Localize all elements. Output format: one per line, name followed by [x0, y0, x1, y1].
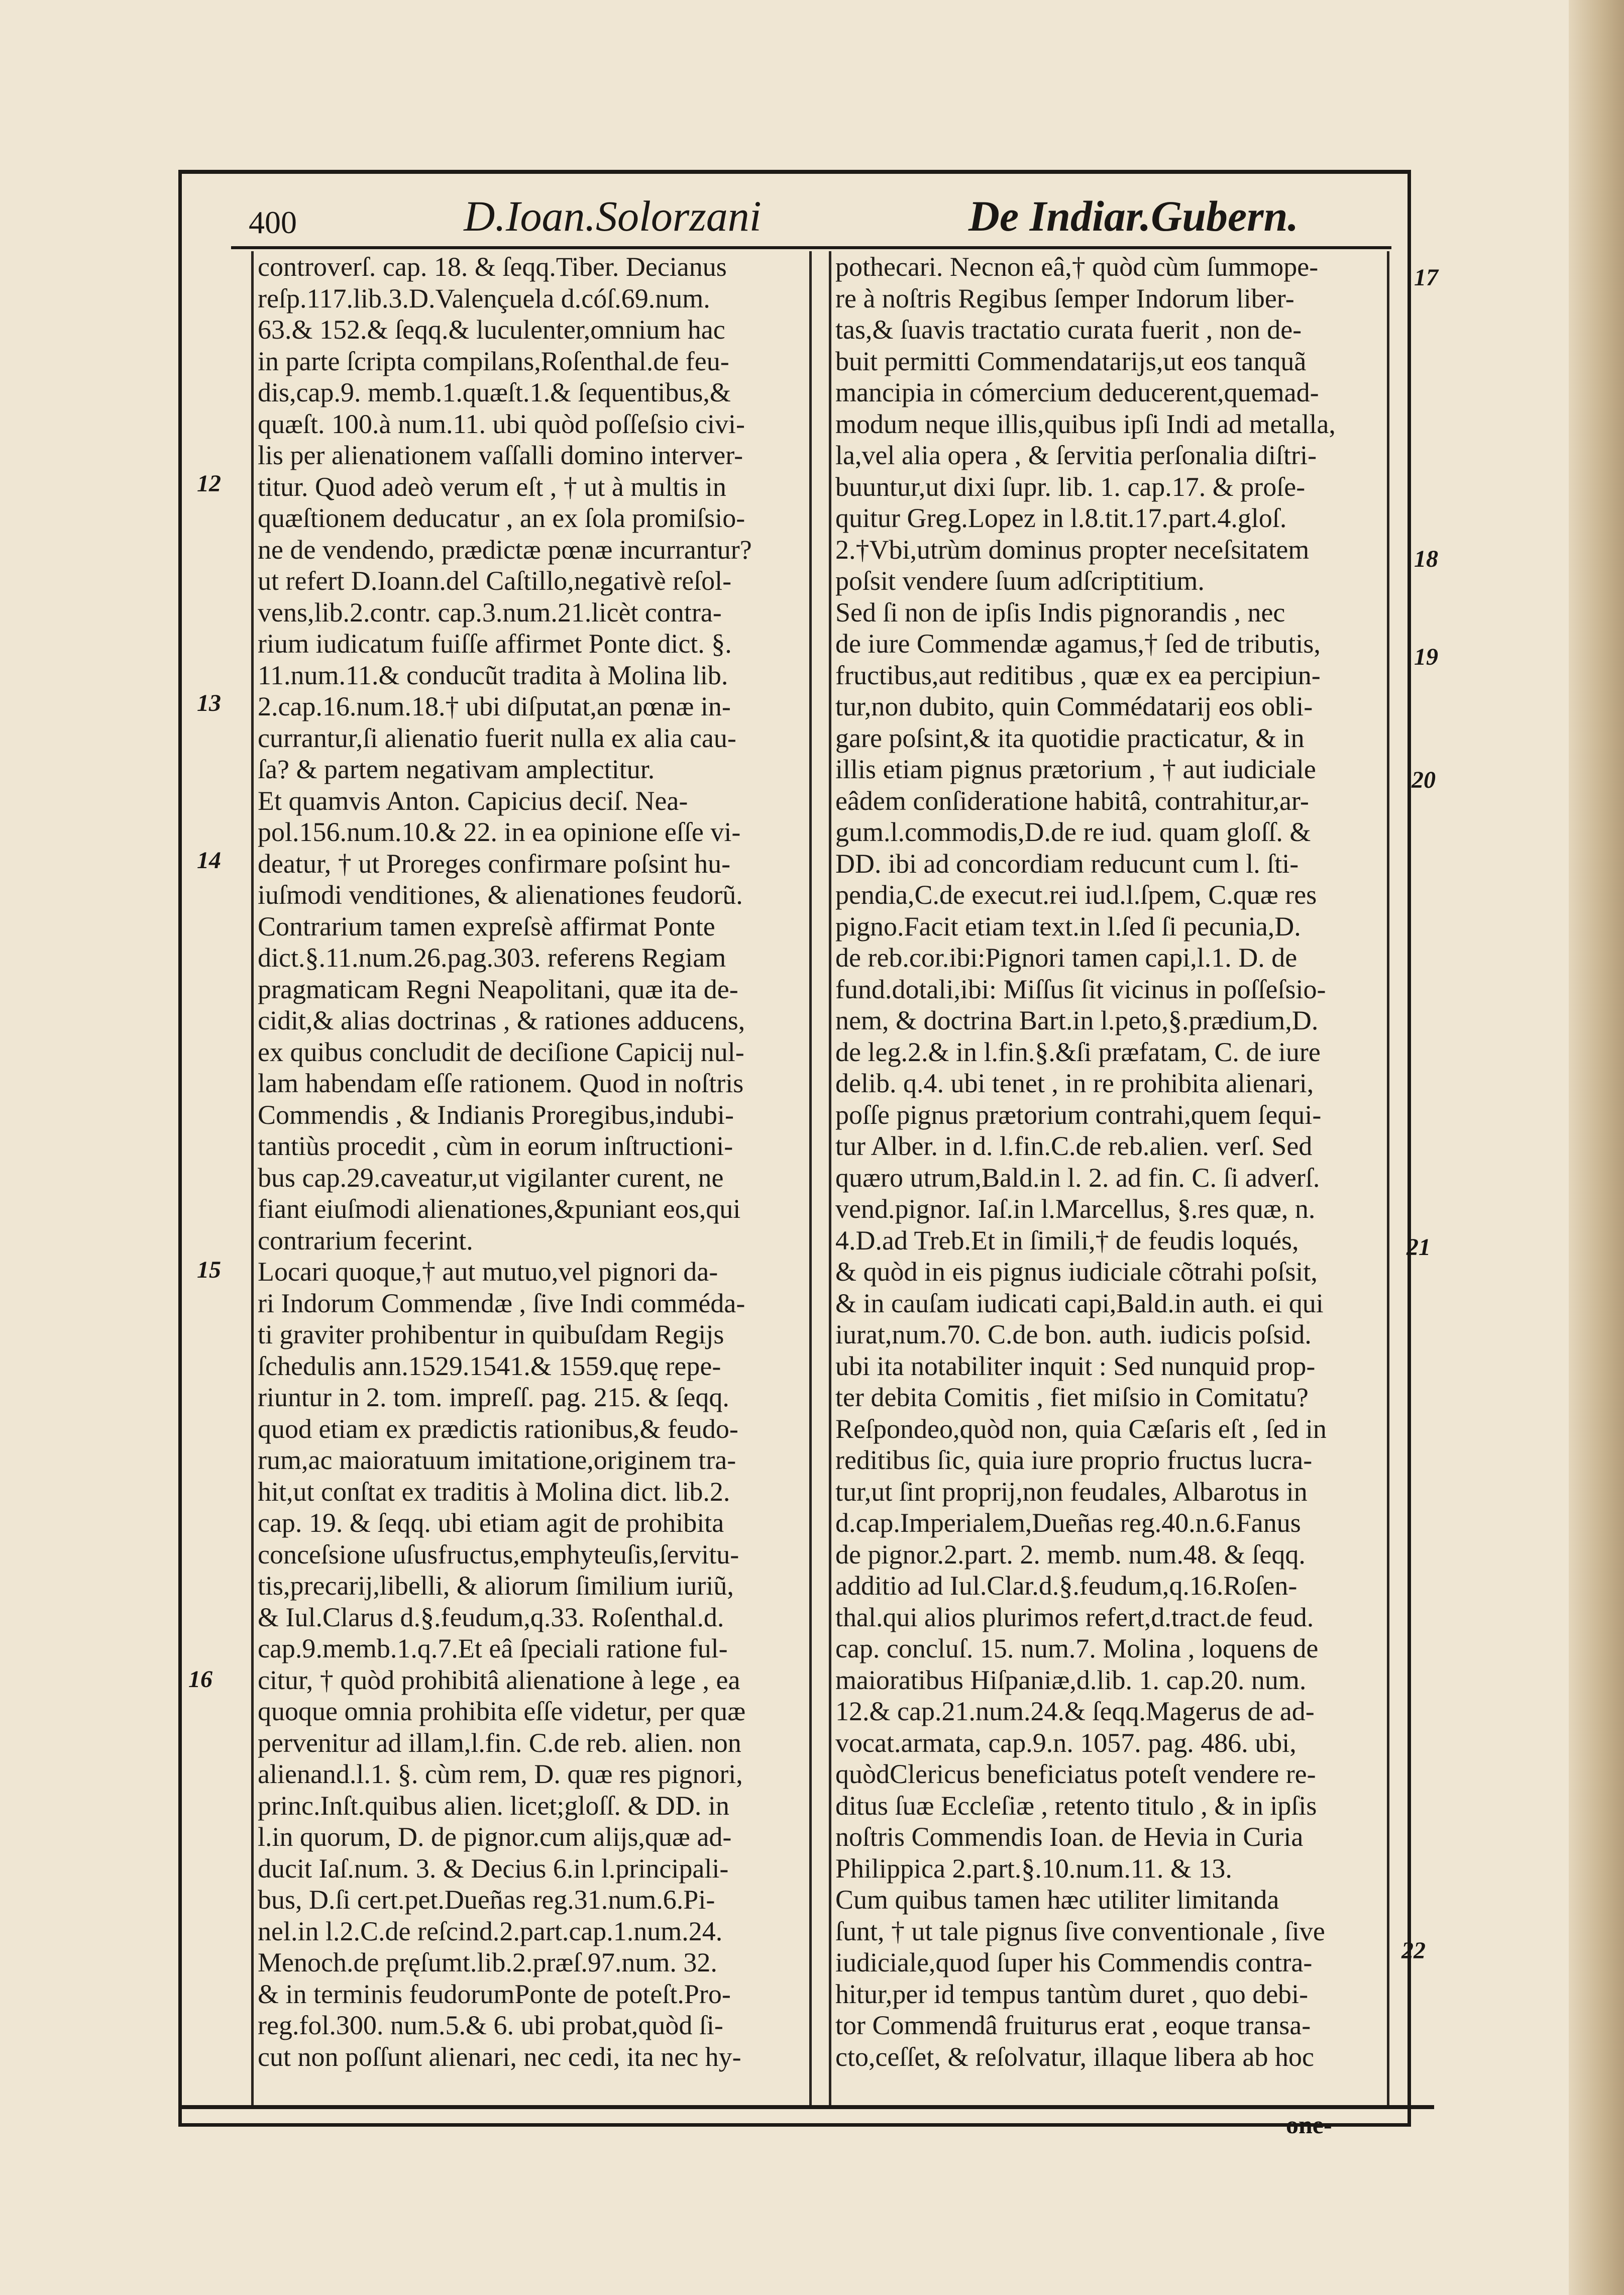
text-line: tis,precarij,libelli, & aliorum ſimilium iuriũ, [258, 1571, 734, 1601]
text-line: nem, & doctrina Bart.in l.peto,§.prædium,D. [835, 1005, 1319, 1035]
text-line: 63.& 152.& ſeqq.& luculenter,omnium hac [258, 315, 725, 345]
header-rule [231, 246, 1391, 249]
text-line: iudiciale,quod ſuper his Commendis contra- [835, 1947, 1313, 1977]
running-header [249, 186, 1298, 241]
text-line: tor Commendâ fruiturus erat , eoque transa- [835, 2010, 1311, 2040]
text-line: vend.pignor. Iaſ.in l.Marcellus, §.res quæ, n. [835, 1194, 1316, 1224]
text-line: nel.in l.2.C.de reſcind.2.part.cap.1.num.24. [258, 1916, 723, 1946]
text-line: ducit Iaſ.num. 3. & Decius 6.in l.principali- [258, 1853, 729, 1884]
text-line: tas,& ſuavis tractatio curata fuerit , non de- [835, 315, 1302, 345]
text-line: pervenitur ad illam,l.fin. C.de reb. alien. non [258, 1727, 741, 1758]
text-line: gare poſsint,& ita quotidie practicatur, & in [835, 722, 1305, 753]
text-line: alienand.l.1. §. cùm rem, D. quæ res pignori, [258, 1759, 743, 1789]
text-line: quæſt. 100.à num.11. ubi quòd poſſeſsio civi- [258, 408, 745, 439]
text-line: bus, D.ſi cert.pet.Dueñas reg.31.num.6.Pi- [258, 1885, 715, 1915]
text-line: de iure Commendæ agamus,† ſed de tributis, [835, 629, 1321, 659]
text-line: cto,ceſſet, & reſolvatur, illaque libera ab hoc [835, 2041, 1314, 2072]
text-line: quod etiam ex prædictis rationibus,& feudo- [258, 1413, 738, 1444]
text-line: maioratibus Hiſpaniæ,d.lib. 1. cap.20. num. [835, 1664, 1307, 1695]
margin-number: 20 [1412, 767, 1436, 793]
text-line: & in cauſam iudicati capi,Bald.in auth. ei qui [835, 1288, 1324, 1318]
text-line: ter debita Comitis , fiet miſsio in Comitatu? [835, 1382, 1309, 1412]
text-line: vens,lib.2.contr. cap.3.num.21.licèt contra- [258, 597, 722, 628]
bottom-rule [178, 2105, 1434, 2109]
text-line: titur. Quod adeò verum eſt , † ut à multis in [258, 471, 726, 502]
text-line: & in terminis feudorumPonte de poteſt.Pro- [258, 1978, 731, 2009]
text-line: Philippica 2.part.§.10.num.11. & 13. [835, 1853, 1232, 1884]
text-line: ne de vendendo, prædictæ pœnæ incurrantur? [258, 534, 752, 565]
text-line: tur,non dubito, quin Commédatarij eos obli- [835, 691, 1313, 721]
text-line: thal.qui alios plurimos refert,d.tract.de feud. [835, 1602, 1314, 1632]
text-line: ſchedulis ann.1529.1541.& 1559.quę repe- [258, 1350, 721, 1381]
text-line: hitur,per id tempus tantùm duret , quo debi- [835, 1978, 1309, 2009]
text-line: Et quamvis Anton. Capicius deciſ. Nea- [258, 785, 688, 816]
margin-number: 22 [1401, 1937, 1426, 1964]
text-line: poſſe pignus prætorium contrahi,quem ſequi- [835, 1099, 1322, 1130]
right-column [829, 251, 1389, 2105]
text-line: fund.dotali,ibi: Miſſus ſit vicinus in poſſeſsio- [835, 974, 1326, 1004]
text-line: controverſ. cap. 18. & ſeqq.Tiber. Decianus [258, 252, 727, 282]
text-line: rium iudicatum fuiſſe affirmet Ponte dict. §. [258, 629, 732, 659]
text-line: citur, † quòd prohibitâ alienatione à lege , ea [258, 1664, 740, 1695]
text-line: dis,cap.9. memb.1.quæſt.1.& ſequentibus,& [258, 377, 731, 407]
margin-number: 13 [197, 690, 221, 716]
margin-number: 19 [1414, 644, 1438, 670]
text-line: Contrarium tamen expreſsè affirmat Ponte [258, 911, 715, 942]
page-number: 400 [249, 204, 297, 240]
left-column [251, 251, 812, 2105]
text-line: noſtris Commendis Ioan. de Hevia in Curia [835, 1822, 1304, 1852]
text-line: ti graviter prohibentur in quibuſdam Regijs [258, 1319, 724, 1349]
text-line: de pignor.2.part. 2. memb. num.48. & ſeqq. [835, 1539, 1306, 1570]
text-line: rum,ac maioratuum imitatione,originem tra- [258, 1445, 736, 1475]
page-edge [1569, 0, 1624, 2295]
text-line: re à noſtris Regibus ſemper Indorum liber- [835, 283, 1294, 314]
text-line: fiant eiuſmodi alienationes,&puniant eos,qui [258, 1194, 741, 1224]
text-line: poſsit vendere ſuum adſcriptitium. [835, 566, 1205, 596]
text-line: pendia,C.de execut.rei iud.l.ſpem, C.quæ res [835, 880, 1317, 910]
text-line: lam habendam eſſe rationem. Quod in noſtris [258, 1068, 744, 1098]
text-line: Reſpondeo,quòd non, quia Cæſaris eſt , ſed in [835, 1413, 1327, 1444]
text-line: gum.l.commodis,D.de re iud. quam gloſſ. & [835, 817, 1311, 847]
text-line: ditus ſuæ Eccleſiæ , retento titulo , & in ipſis [835, 1790, 1317, 1821]
text-line: pol.156.num.10.& 22. in ea opinione eſſe vi- [258, 817, 741, 847]
text-line: de leg.2.& in l.fin.§.&ſi præfatam, C. de iure [835, 1036, 1321, 1067]
text-line: la,vel alia opera , & ſervitia perſonalia diſtri- [835, 440, 1317, 470]
text-line: d.cap.Imperialem,Dueñas reg.40.n.6.Fanus [835, 1508, 1301, 1538]
text-line: cap. 19. & ſeqq. ubi etiam agit de prohibita [258, 1508, 724, 1538]
text-line: tantiùs procedit , cùm in eorum inſtructioni- [258, 1131, 733, 1161]
text-line: in parte ſcripta compilans,Roſenthal.de feu- [258, 346, 729, 376]
text-line: ex quibus concludit de deciſione Capicij nul- [258, 1036, 744, 1067]
text-line: iuſmodi venditiones, & alienationes feudorũ. [258, 880, 743, 910]
margin-number: 14 [197, 847, 221, 874]
margin-number: 18 [1414, 546, 1438, 572]
text-line: buuntur,ut dixi ſupr. lib. 1. cap.17. & proſe- [835, 471, 1306, 502]
margin-number: 17 [1414, 264, 1438, 291]
text-line: cut non poſſunt alienari, nec cedi, ita nec hy- [258, 2041, 741, 2072]
text-line: quæſtionem deducatur , an ex ſola promiſsio- [258, 503, 745, 533]
running-title: De Indiar.Gubern. [968, 192, 1298, 240]
text-line: cap.9.memb.1.q.7.Et eâ ſpeciali ratione ful- [258, 1633, 728, 1663]
catchword: one- [1286, 2111, 1332, 2139]
margin-number: 12 [197, 470, 221, 497]
text-line: pigno.Facit etiam text.in l.ſed ſi pecunia,D. [835, 911, 1301, 942]
text-line: reditibus ſic, quia iure proprio fructus lucra- [835, 1445, 1313, 1475]
text-line: reg.fol.300. num.5.& 6. ubi probat,quòd ſi- [258, 2010, 723, 2040]
text-line: dict.§.11.num.26.pag.303. referens Regiam [258, 943, 726, 973]
text-line: Cum quibus tamen hæc utiliter limitanda [835, 1885, 1279, 1915]
text-line: iurat,num.70. C.de bon. auth. iudicis poſsid. [835, 1319, 1312, 1349]
text-line: additio ad Iul.Clar.d.§.feudum,q.16.Roſen- [835, 1571, 1297, 1601]
text-line: lis per alienationem vaſſalli domino interver- [258, 440, 743, 470]
text-line: ſunt, † ut tale pignus ſive conventionale , ſive [835, 1916, 1325, 1946]
text-line: ri Indorum Commendæ , ſive Indi comméda- [258, 1288, 745, 1318]
text-line: tur Alber. in d. l.fin.C.de reb.alien. verſ. Sed [835, 1131, 1313, 1161]
text-line: princ.Inſt.quibus alien. licet;gloſſ. & DD. in [258, 1790, 729, 1821]
text-line: de reb.cor.ibi:Pignori tamen capi,l.1. D. de [835, 943, 1297, 973]
text-line: illis etiam pignus prætorium , † aut iudiciale [835, 754, 1316, 784]
text-line: cidit,& alias doctrinas , & rationes adducens, [258, 1005, 745, 1035]
text-line: Menoch.de pręſumt.lib.2.præſ.97.num. 32. [258, 1947, 717, 1977]
text-line: 4.D.ad Treb.Et in ſimili,† de feudis loqués, [835, 1225, 1299, 1256]
text-line: contrarium fecerint. [258, 1225, 473, 1256]
text-line: 2.†Vbi,utrùm dominus propter neceſsitatem [835, 534, 1310, 565]
text-line: buit permitti Commendatarijs,ut eos tanquã [835, 346, 1307, 376]
text-line: fructibus,aut reditibus , quæ ex ea percipiun- [835, 660, 1321, 690]
text-line: pragmaticam Regni Neapolitani, quæ ita de- [258, 974, 738, 1004]
text-line: Commendis , & Indianis Proregibus,indubi- [258, 1099, 734, 1130]
text-line: quòdClericus beneficiatus poteſt vendere re- [835, 1759, 1316, 1789]
margin-number: 15 [197, 1257, 221, 1283]
text-line: 2.cap.16.num.18.† ubi diſputat,an pœnæ in- [258, 691, 731, 721]
text-line: quæro utrum,Bald.in l. 2. ad fin. C. ſi adverſ. [835, 1162, 1320, 1193]
text-line: cap. concluſ. 15. num.7. Molina , loquens de [835, 1633, 1319, 1663]
margin-number: 21 [1406, 1234, 1431, 1261]
text-line: delib. q.4. ubi tenet , in re prohibita alienari, [835, 1068, 1314, 1098]
text-line: hit,ut conſtat ex traditis à Molina dict. lib.2. [258, 1476, 730, 1507]
text-line: Locari quoque,† aut mutuo,vel pignori da- [258, 1257, 718, 1287]
text-line: vocat.armata, cap.9.n. 1057. pag. 486. ubi, [835, 1727, 1296, 1758]
text-line: eâdem conſideratione habitâ, contrahitur,ar- [835, 785, 1309, 816]
author-heading: D.Ioan.Solorzani [464, 192, 762, 240]
text-line: mancipia in cómercium deducerent,quemad- [835, 377, 1319, 407]
text-line: quoque omnia prohibita eſſe videtur, per quæ [258, 1696, 746, 1726]
text-line: ubi ita notabiliter inquit : Sed nunquid prop- [835, 1350, 1316, 1381]
text-line: pothecari. Necnon eâ,† quòd cùm ſummope- [835, 252, 1319, 282]
text-line: conceſsione uſusfructus,emphyteuſis,ſervitu- [258, 1539, 739, 1570]
text-line: ſa? & partem negativam amplectitur. [258, 754, 655, 784]
text-line: & Iul.Clarus d.§.feudum,q.33. Roſenthal.d. [258, 1602, 724, 1632]
text-line: quitur Greg.Lopez in l.8.tit.17.part.4.gloſ. [835, 503, 1287, 533]
margin-number: 16 [188, 1666, 212, 1693]
text-line: modum neque illis,quibus ipſi Indi ad metalla, [835, 408, 1336, 439]
text-line: riuntur in 2. tom. impreſſ. pag. 215. & ſeqq. [258, 1382, 729, 1412]
text-line: ut refert D.Ioann.del Caſtillo,negativè reſol- [258, 566, 732, 596]
text-line: Sed ſi non de ipſis Indis pignorandis , nec [835, 597, 1285, 628]
text-line: & quòd in eis pignus iudiciale cõtrahi poſsit, [835, 1257, 1318, 1287]
text-line: 12.& cap.21.num.24.& ſeqq.Magerus de ad- [835, 1696, 1315, 1726]
text-line: bus cap.29.caveatur,ut vigilanter curent, ne [258, 1162, 724, 1193]
text-line: tur,ut ſint proprij,non feudales, Albarotus in [835, 1476, 1308, 1507]
text-line: reſp.117.lib.3.D.Valençuela d.cóſ.69.num. [258, 283, 710, 314]
text-line: l.in quorum, D. de pignor.cum alijs,quæ ad- [258, 1822, 732, 1852]
text-line: deatur, † ut Proreges confirmare poſsint hu- [258, 848, 731, 879]
text-line: DD. ibi ad concordiam reducunt cum l. ſti- [835, 848, 1299, 879]
text-line: 11.num.11.& conducũt tradita à Molina lib. [258, 660, 728, 690]
text-line: currantur,ſi alienatio fuerit nulla ex alia cau- [258, 722, 736, 753]
